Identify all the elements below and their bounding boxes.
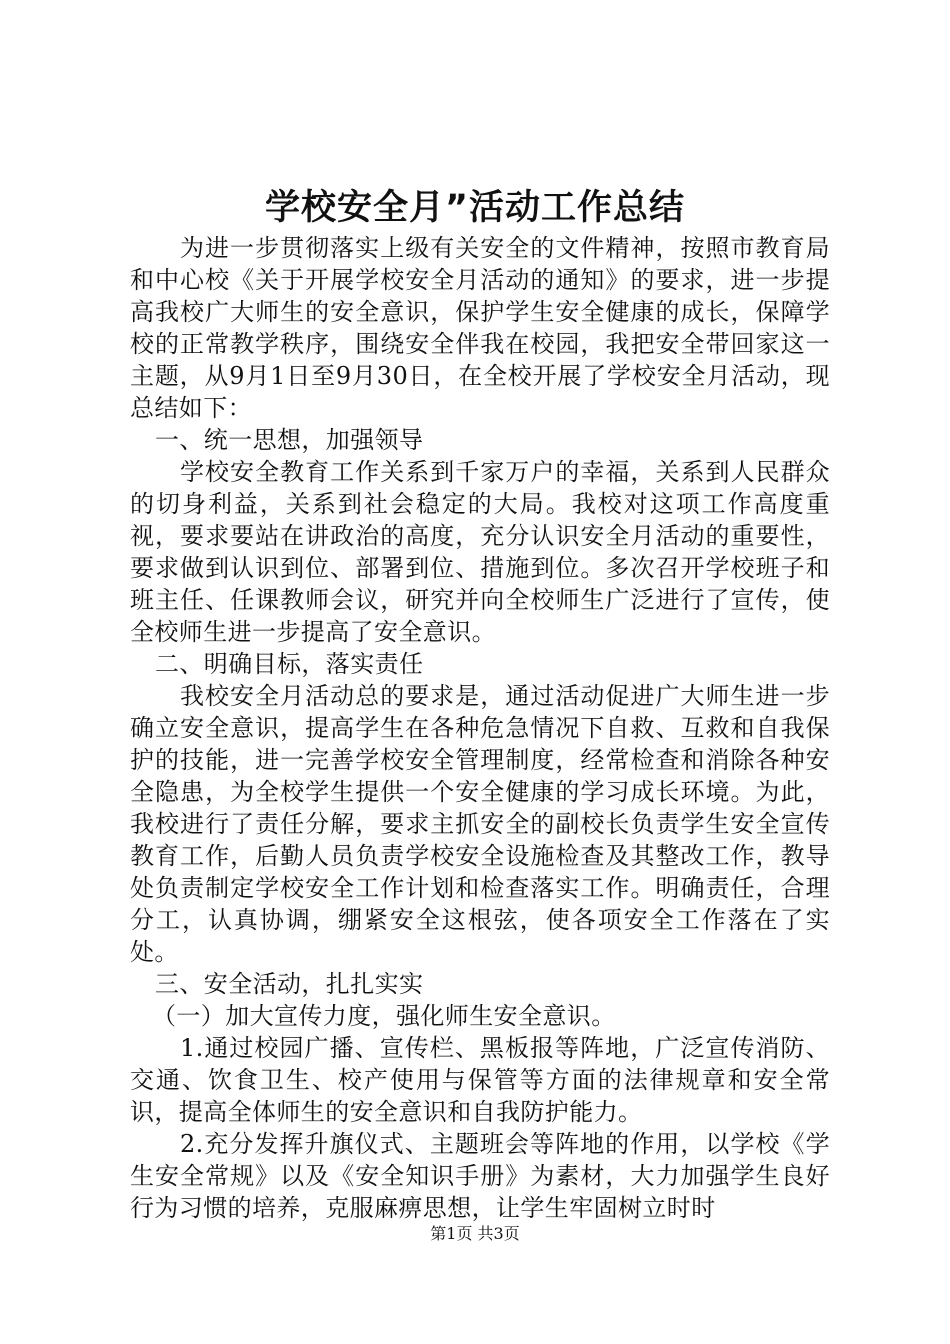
section-2-heading: 二、明确目标，落实责任 bbox=[155, 650, 424, 678]
item-2-paragraph: 2.充分发挥升旗仪式、主题班会等阵地的作用，以学校《学生安全常规》以及《安全知识手册》为素材，大力加强学生良好行为习惯的培养，克服麻痹思想，让学生牢固树立时时 bbox=[130, 1130, 830, 1222]
section-1-heading: 一、统一思想，加强领导 bbox=[155, 426, 424, 454]
subsection-1-heading: （一）加大宣传力度，强化师生安全意识。 bbox=[152, 1002, 616, 1030]
section-3-heading: 三、安全活动，扎扎实实 bbox=[155, 970, 424, 998]
item-1-paragraph: 1.通过校园广播、宣传栏、黑板报等阵地，广泛宣传消防、交通、饮食卫生、校产使用与保管等方面的法律规章和安全常识，提高全体师生的安全意识和自我防护能力。 bbox=[130, 1034, 830, 1126]
document-body bbox=[130, 232, 830, 1224]
page-footer: 第1页 共3页 bbox=[430, 1224, 520, 1243]
intro-paragraph: 为进一步贯彻落实上级有关安全的文件精神，按照市教育局和中心校《关于开展学校安全月活动的通知》的要求，进一步提高我校广大师生的安全意识，保护学生安全健康的成长，保障学校的正常教学秩序，围绕安全伴我在校园，我把安全带回家这一主题，从9月1日至9月30日，在全校开展了学校安全月活动，现总结如下： bbox=[130, 234, 830, 422]
document-title: 学校安全月”活动工作总结 bbox=[264, 188, 685, 228]
section-1-paragraph: 学校安全教育工作关系到千家万户的幸福，关系到人民群众的切身利益，关系到社会稳定的大局。我校对这项工作高度重视，要求要站在讲政治的高度，充分认识安全月活动的重要性，要求做到认识到位、部署到位、措施到位。多次召开学校班子和班主任、任课教师会议，研究并向全校师生广泛进行了宣传，使全校师生进一步提高了安全意识。 bbox=[130, 458, 830, 646]
section-2-paragraph: 我校安全月活动总的要求是，通过活动促进广大师生进一步确立安全意识，提高学生在各种危急情况下自救、互救和自我保护的技能，进一完善学校安全管理制度，经常检查和消除各种安全隐患，为全校学生提供一个安全健康的学习成长环境。为此，我校进行了责任分解，要求主抓安全的副校长负责学生安全宣传教育工作，后勤人员负责学校安全设施检查及其整改工作，教导处负责制定学校安全工作计划和检查落实工作。明确责任，合理分工，认真协调，绷紧安全这根弦，使各项安全工作落在了实处。 bbox=[130, 682, 830, 966]
